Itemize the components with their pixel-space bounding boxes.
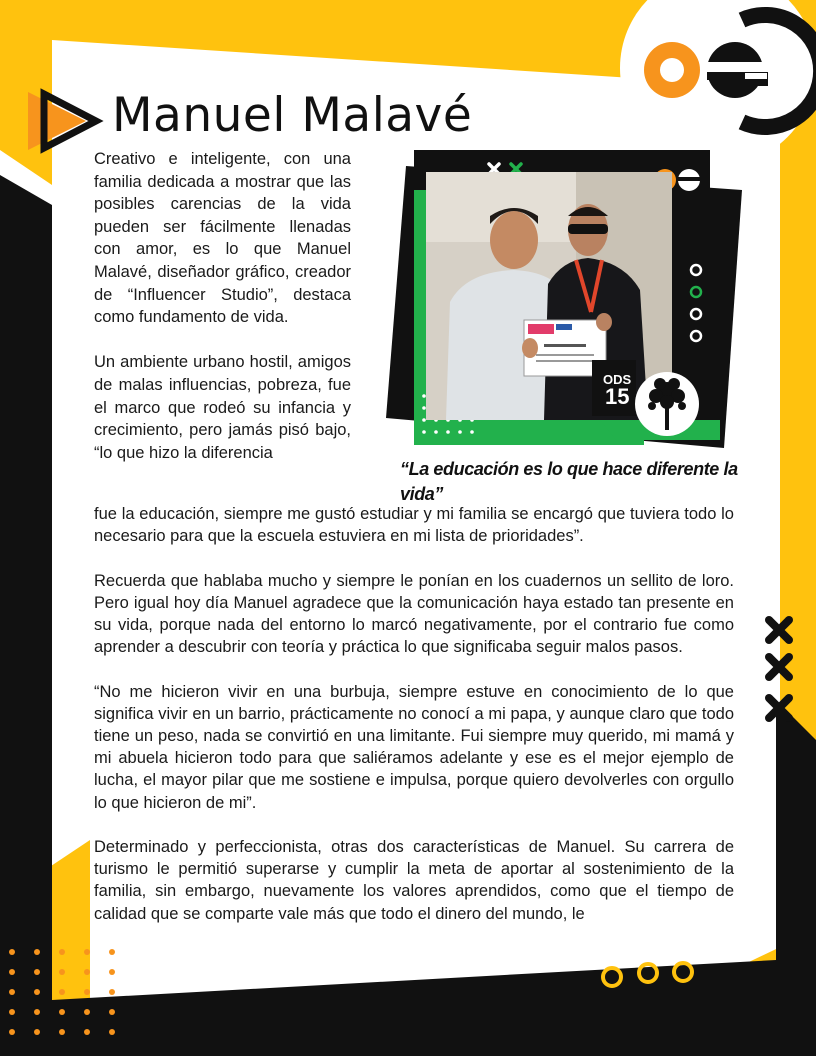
ods-badge-number: 15 bbox=[605, 384, 630, 409]
body-paragraph-1: fue la educación, siempre me gustó estudiar y mi familia se encargó que tuviera todo lo necesario para que la escuela estuviera en mi lista de prioridades”. bbox=[94, 505, 734, 546]
body-text bbox=[94, 503, 734, 925]
intro-column bbox=[94, 148, 351, 464]
black-band-bottom bbox=[0, 960, 776, 1056]
intro-paragraph-1: Creativo e inteligente, con una familia dedicada a mostrar que las posibles carencias de la vida pueden ser fácilmente llenadas con amor, es lo que Manuel Malavé, diseñador gráfico, creador de “Influencer Studio”, destaca como fundamento de vida. bbox=[94, 150, 351, 327]
body-paragraph-4: Determinado y perfeccionista, otras dos características de Manuel. Su carrera de turismo le permitió superarse y cumplir la meta de aportar al sostenimiento de la familia, sin embargo, nuevamente los valores aprendidos, como que el tiempo de calidad que se comparte vale más que todo el dinero del mundo, le bbox=[94, 838, 734, 923]
black-band-right bbox=[776, 700, 816, 1056]
x-mark-icon bbox=[769, 620, 789, 718]
play-arrow-icon bbox=[28, 92, 96, 150]
page-title: Manuel Malavé bbox=[112, 88, 473, 143]
intro-paragraph-2: Un ambiente urbano hostil, amigos de malas influencias, pobreza, fue el marco que rodeó su infancia y crecimiento, pero jamás pisó bajo, “lo que hizo la diferencia bbox=[94, 353, 351, 462]
body-paragraph-2: Recuerda que hablaba mucho y siempre le ponían en los cuadernos un sellito de loro. Pero igual hoy día Manuel agradece que la comunicación haya estado tan presente en su vida, porque nada del entorno lo marcó negativamente, por el contrario fue como aprender a descubrir con teoría y práctica lo que significaba seguir malos pasos. bbox=[94, 571, 734, 657]
ods-badge-label: ODS bbox=[603, 372, 632, 387]
body-paragraph-3: “No me hicieron vivir en una burbuja, siempre estuve en conocimiento de lo que significa vivir en un barrio, prácticamente no conocí a mi papa, y aunque claro que todo tiene un peso, nada se convirtió en una limitante. Fui siempre muy querido, mi mamá y mi abuela hicieron todo para que saliéramos adelante y ese es el mejor ejemplo de lucha, el mayor pilar que me sostiene e impulsa, porque quiero devolverles con orgullo lo que hicieron de mi”. bbox=[94, 682, 734, 812]
pull-quote: “La educación es lo que hace diferente la vida” bbox=[400, 459, 738, 504]
black-band-left bbox=[0, 175, 52, 1056]
